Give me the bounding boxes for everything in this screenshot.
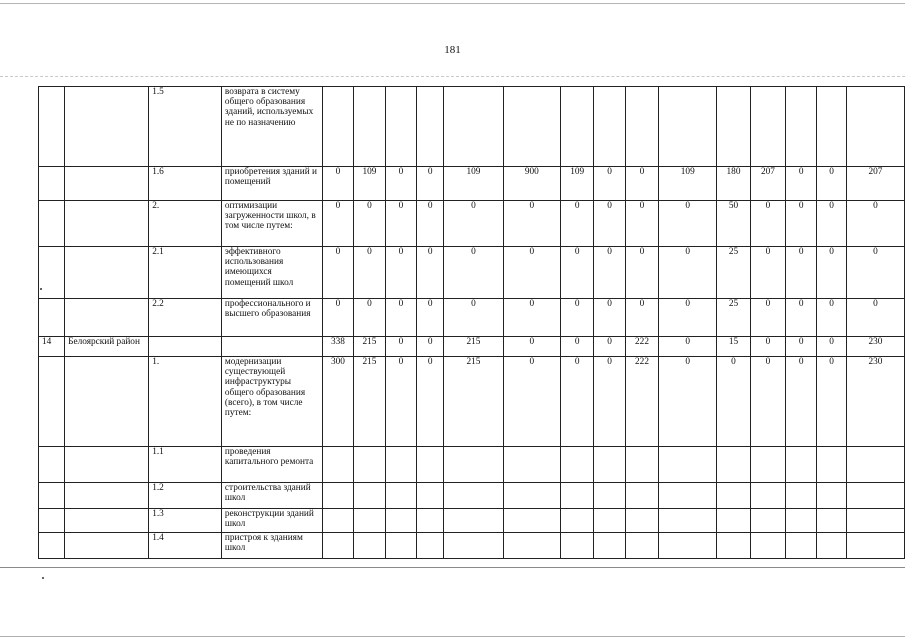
value-cell: 50: [717, 201, 751, 247]
value-cell: 0: [750, 337, 785, 357]
value-cell: 25: [717, 247, 751, 299]
value-cell: [846, 483, 904, 509]
value-cell: 0: [503, 247, 560, 299]
item-description-cell: возврата в систему общего образования зданий, используемых не по назначению: [221, 87, 322, 167]
value-cell: 0: [594, 167, 625, 201]
value-cell: [594, 483, 625, 509]
value-cell: [625, 87, 659, 167]
scan-edge-bottom: [0, 567, 905, 568]
row-number-cell: [39, 87, 65, 167]
item-description-cell: пристроя к зданиям школ: [221, 533, 322, 559]
value-cell: [594, 533, 625, 559]
value-cell: 207: [750, 167, 785, 201]
table-row: [39, 447, 905, 483]
value-cell: 0: [594, 247, 625, 299]
value-cell: [659, 447, 717, 483]
value-cell: 0: [786, 299, 817, 337]
value-cell: 180: [717, 167, 751, 201]
value-cell: 230: [846, 357, 904, 447]
value-cell: 222: [625, 337, 659, 357]
value-cell: 0: [385, 337, 416, 357]
value-cell: 0: [659, 337, 717, 357]
value-cell: 0: [385, 247, 416, 299]
value-cell: [817, 87, 847, 167]
value-cell: [417, 87, 444, 167]
page-number: 181: [444, 44, 461, 56]
value-cell: [750, 533, 785, 559]
value-cell: 0: [560, 357, 594, 447]
value-cell: [750, 483, 785, 509]
value-cell: 0: [417, 337, 444, 357]
value-cell: [353, 533, 385, 559]
district-name-cell: Белоярский район: [65, 337, 149, 357]
item-code-cell: 2.: [149, 201, 222, 247]
item-description-cell: приобретения зданий и помещений: [221, 167, 322, 201]
value-cell: [659, 483, 717, 509]
value-cell: 0: [503, 201, 560, 247]
value-cell: [322, 533, 353, 559]
value-cell: [322, 447, 353, 483]
value-cell: 0: [717, 357, 751, 447]
item-description-cell: профессионального и высшего образования: [221, 299, 322, 337]
value-cell: 0: [594, 299, 625, 337]
item-code-cell: 1.1: [149, 447, 222, 483]
value-cell: [444, 533, 504, 559]
item-code-cell: 1.2: [149, 483, 222, 509]
value-cell: 0: [560, 299, 594, 337]
value-cell: 0: [385, 167, 416, 201]
value-cell: 0: [560, 201, 594, 247]
item-code-cell: 2.2: [149, 299, 222, 337]
value-cell: 0: [594, 357, 625, 447]
value-cell: 222: [625, 357, 659, 447]
district-name-cell: [65, 201, 149, 247]
table-row: [39, 509, 905, 533]
value-cell: [417, 533, 444, 559]
value-cell: [750, 447, 785, 483]
value-cell: 0: [560, 247, 594, 299]
value-cell: 0: [594, 337, 625, 357]
value-cell: 0: [353, 299, 385, 337]
district-name-cell: [65, 87, 149, 167]
value-cell: [503, 87, 560, 167]
value-cell: 0: [786, 247, 817, 299]
value-cell: 0: [786, 167, 817, 201]
row-number-cell: [39, 533, 65, 559]
table-row: [39, 87, 905, 167]
value-cell: 0: [817, 357, 847, 447]
value-cell: 0: [786, 201, 817, 247]
item-description-cell: проведения капитального ремонта: [221, 447, 322, 483]
value-cell: 0: [444, 247, 504, 299]
item-code-cell: 1.5: [149, 87, 222, 167]
value-cell: 0: [385, 201, 416, 247]
value-cell: 0: [417, 357, 444, 447]
value-cell: [322, 87, 353, 167]
value-cell: 900: [503, 167, 560, 201]
table-row: [39, 533, 905, 559]
value-cell: [786, 483, 817, 509]
value-cell: [717, 87, 751, 167]
item-code-cell: 2.1: [149, 247, 222, 299]
value-cell: [817, 509, 847, 533]
value-cell: 15: [717, 337, 751, 357]
value-cell: 109: [353, 167, 385, 201]
value-cell: [817, 483, 847, 509]
value-cell: [750, 509, 785, 533]
value-cell: 0: [786, 357, 817, 447]
value-cell: 0: [385, 357, 416, 447]
row-number-cell: 14: [39, 337, 65, 357]
value-cell: 0: [625, 247, 659, 299]
row-number-cell: [39, 447, 65, 483]
value-cell: 300: [322, 357, 353, 447]
value-cell: 0: [417, 201, 444, 247]
value-cell: 215: [353, 337, 385, 357]
value-cell: 0: [659, 357, 717, 447]
table-row: [39, 337, 905, 357]
value-cell: [503, 483, 560, 509]
value-cell: [846, 509, 904, 533]
district-name-cell: [65, 167, 149, 201]
value-cell: 0: [659, 247, 717, 299]
value-cell: [659, 509, 717, 533]
table-row: [39, 483, 905, 509]
table-row: [39, 167, 905, 201]
row-number-cell: [39, 201, 65, 247]
district-name-cell: [65, 533, 149, 559]
value-cell: [385, 533, 416, 559]
district-name-cell: [65, 357, 149, 447]
value-cell: [594, 509, 625, 533]
value-cell: 0: [750, 201, 785, 247]
item-description-cell: реконструкции зданий школ: [221, 509, 322, 533]
row-number-cell: [39, 247, 65, 299]
value-cell: 0: [353, 201, 385, 247]
row-number-cell: [39, 357, 65, 447]
value-cell: 0: [846, 247, 904, 299]
value-cell: 0: [817, 201, 847, 247]
row-number-cell: [39, 483, 65, 509]
value-cell: 0: [503, 299, 560, 337]
value-cell: [444, 509, 504, 533]
value-cell: [417, 509, 444, 533]
row-number-cell: [39, 509, 65, 533]
value-cell: 0: [444, 201, 504, 247]
table-row: [39, 357, 905, 447]
value-cell: 0: [659, 201, 717, 247]
value-cell: 0: [625, 201, 659, 247]
value-cell: 0: [817, 167, 847, 201]
value-cell: [717, 533, 751, 559]
item-description-cell: модернизации существующей инфраструктуры общего образования (всего), в том числе путем:: [221, 357, 322, 447]
value-cell: 207: [846, 167, 904, 201]
value-cell: [594, 87, 625, 167]
value-cell: [717, 509, 751, 533]
value-cell: [444, 87, 504, 167]
value-cell: 0: [846, 299, 904, 337]
value-cell: [717, 447, 751, 483]
value-cell: [353, 87, 385, 167]
item-description-cell: эффективного использования имеющихся помещений школ: [221, 247, 322, 299]
value-cell: [322, 483, 353, 509]
value-cell: [625, 447, 659, 483]
value-cell: [717, 483, 751, 509]
item-code-cell: [149, 337, 222, 357]
item-code-cell: 1.6: [149, 167, 222, 201]
value-cell: 0: [322, 247, 353, 299]
value-cell: 0: [322, 167, 353, 201]
value-cell: [385, 509, 416, 533]
value-cell: 109: [560, 167, 594, 201]
value-cell: 230: [846, 337, 904, 357]
value-cell: 0: [417, 247, 444, 299]
scan-speck: [42, 577, 44, 579]
row-number-cell: [39, 299, 65, 337]
district-name-cell: [65, 299, 149, 337]
value-cell: [385, 87, 416, 167]
value-cell: [444, 483, 504, 509]
value-cell: 0: [503, 357, 560, 447]
value-cell: 0: [817, 247, 847, 299]
value-cell: 0: [322, 299, 353, 337]
value-cell: [560, 447, 594, 483]
value-cell: [417, 483, 444, 509]
item-code-cell: 1.3: [149, 509, 222, 533]
value-cell: [503, 447, 560, 483]
value-cell: [625, 483, 659, 509]
value-cell: [846, 533, 904, 559]
value-cell: 25: [717, 299, 751, 337]
value-cell: 0: [503, 337, 560, 357]
value-cell: [560, 483, 594, 509]
data-table: [38, 86, 905, 559]
value-cell: [560, 509, 594, 533]
value-cell: [385, 483, 416, 509]
value-cell: [625, 533, 659, 559]
value-cell: [625, 509, 659, 533]
item-description-cell: оптимизации загруженности школ, в том числе путем:: [221, 201, 322, 247]
value-cell: 0: [750, 357, 785, 447]
item-code-cell: 1.4: [149, 533, 222, 559]
value-cell: 0: [786, 337, 817, 357]
district-name-cell: [65, 509, 149, 533]
scan-edge-footer: [0, 636, 905, 637]
value-cell: 109: [659, 167, 717, 201]
item-description-cell: строительства зданий школ: [221, 483, 322, 509]
value-cell: [786, 509, 817, 533]
value-cell: [817, 447, 847, 483]
district-name-cell: [65, 247, 149, 299]
value-cell: 0: [385, 299, 416, 337]
value-cell: 0: [625, 299, 659, 337]
value-cell: 0: [817, 299, 847, 337]
value-cell: [353, 447, 385, 483]
value-cell: 0: [417, 167, 444, 201]
table-row: [39, 299, 905, 337]
value-cell: 0: [846, 201, 904, 247]
district-name-cell: [65, 483, 149, 509]
value-cell: [417, 447, 444, 483]
item-description-cell: [221, 337, 322, 357]
item-code-cell: 1.: [149, 357, 222, 447]
value-cell: [659, 533, 717, 559]
value-cell: [353, 509, 385, 533]
value-cell: 0: [750, 299, 785, 337]
value-cell: [594, 447, 625, 483]
table-body: [39, 87, 905, 559]
value-cell: 0: [322, 201, 353, 247]
scan-edge-top: [0, 3, 905, 4]
value-cell: 0: [444, 299, 504, 337]
value-cell: [560, 87, 594, 167]
scan-artifact-line: [0, 76, 905, 77]
value-cell: [659, 87, 717, 167]
value-cell: [786, 533, 817, 559]
value-cell: [444, 447, 504, 483]
value-cell: [385, 447, 416, 483]
value-cell: 0: [817, 337, 847, 357]
value-cell: [846, 447, 904, 483]
value-cell: 0: [560, 337, 594, 357]
value-cell: 0: [625, 167, 659, 201]
value-cell: [817, 533, 847, 559]
value-cell: 338: [322, 337, 353, 357]
value-cell: 109: [444, 167, 504, 201]
value-cell: [353, 483, 385, 509]
row-number-cell: [39, 167, 65, 201]
value-cell: 215: [444, 337, 504, 357]
table-row: [39, 247, 905, 299]
value-cell: 0: [417, 299, 444, 337]
district-name-cell: [65, 447, 149, 483]
value-cell: [750, 87, 785, 167]
value-cell: [503, 533, 560, 559]
value-cell: [786, 87, 817, 167]
value-cell: [560, 533, 594, 559]
value-cell: 215: [353, 357, 385, 447]
value-cell: 0: [659, 299, 717, 337]
value-cell: [503, 509, 560, 533]
value-cell: [846, 87, 904, 167]
value-cell: 215: [444, 357, 504, 447]
value-cell: 0: [594, 201, 625, 247]
value-cell: 0: [750, 247, 785, 299]
value-cell: 0: [353, 247, 385, 299]
value-cell: [786, 447, 817, 483]
value-cell: [322, 509, 353, 533]
table-row: [39, 201, 905, 247]
